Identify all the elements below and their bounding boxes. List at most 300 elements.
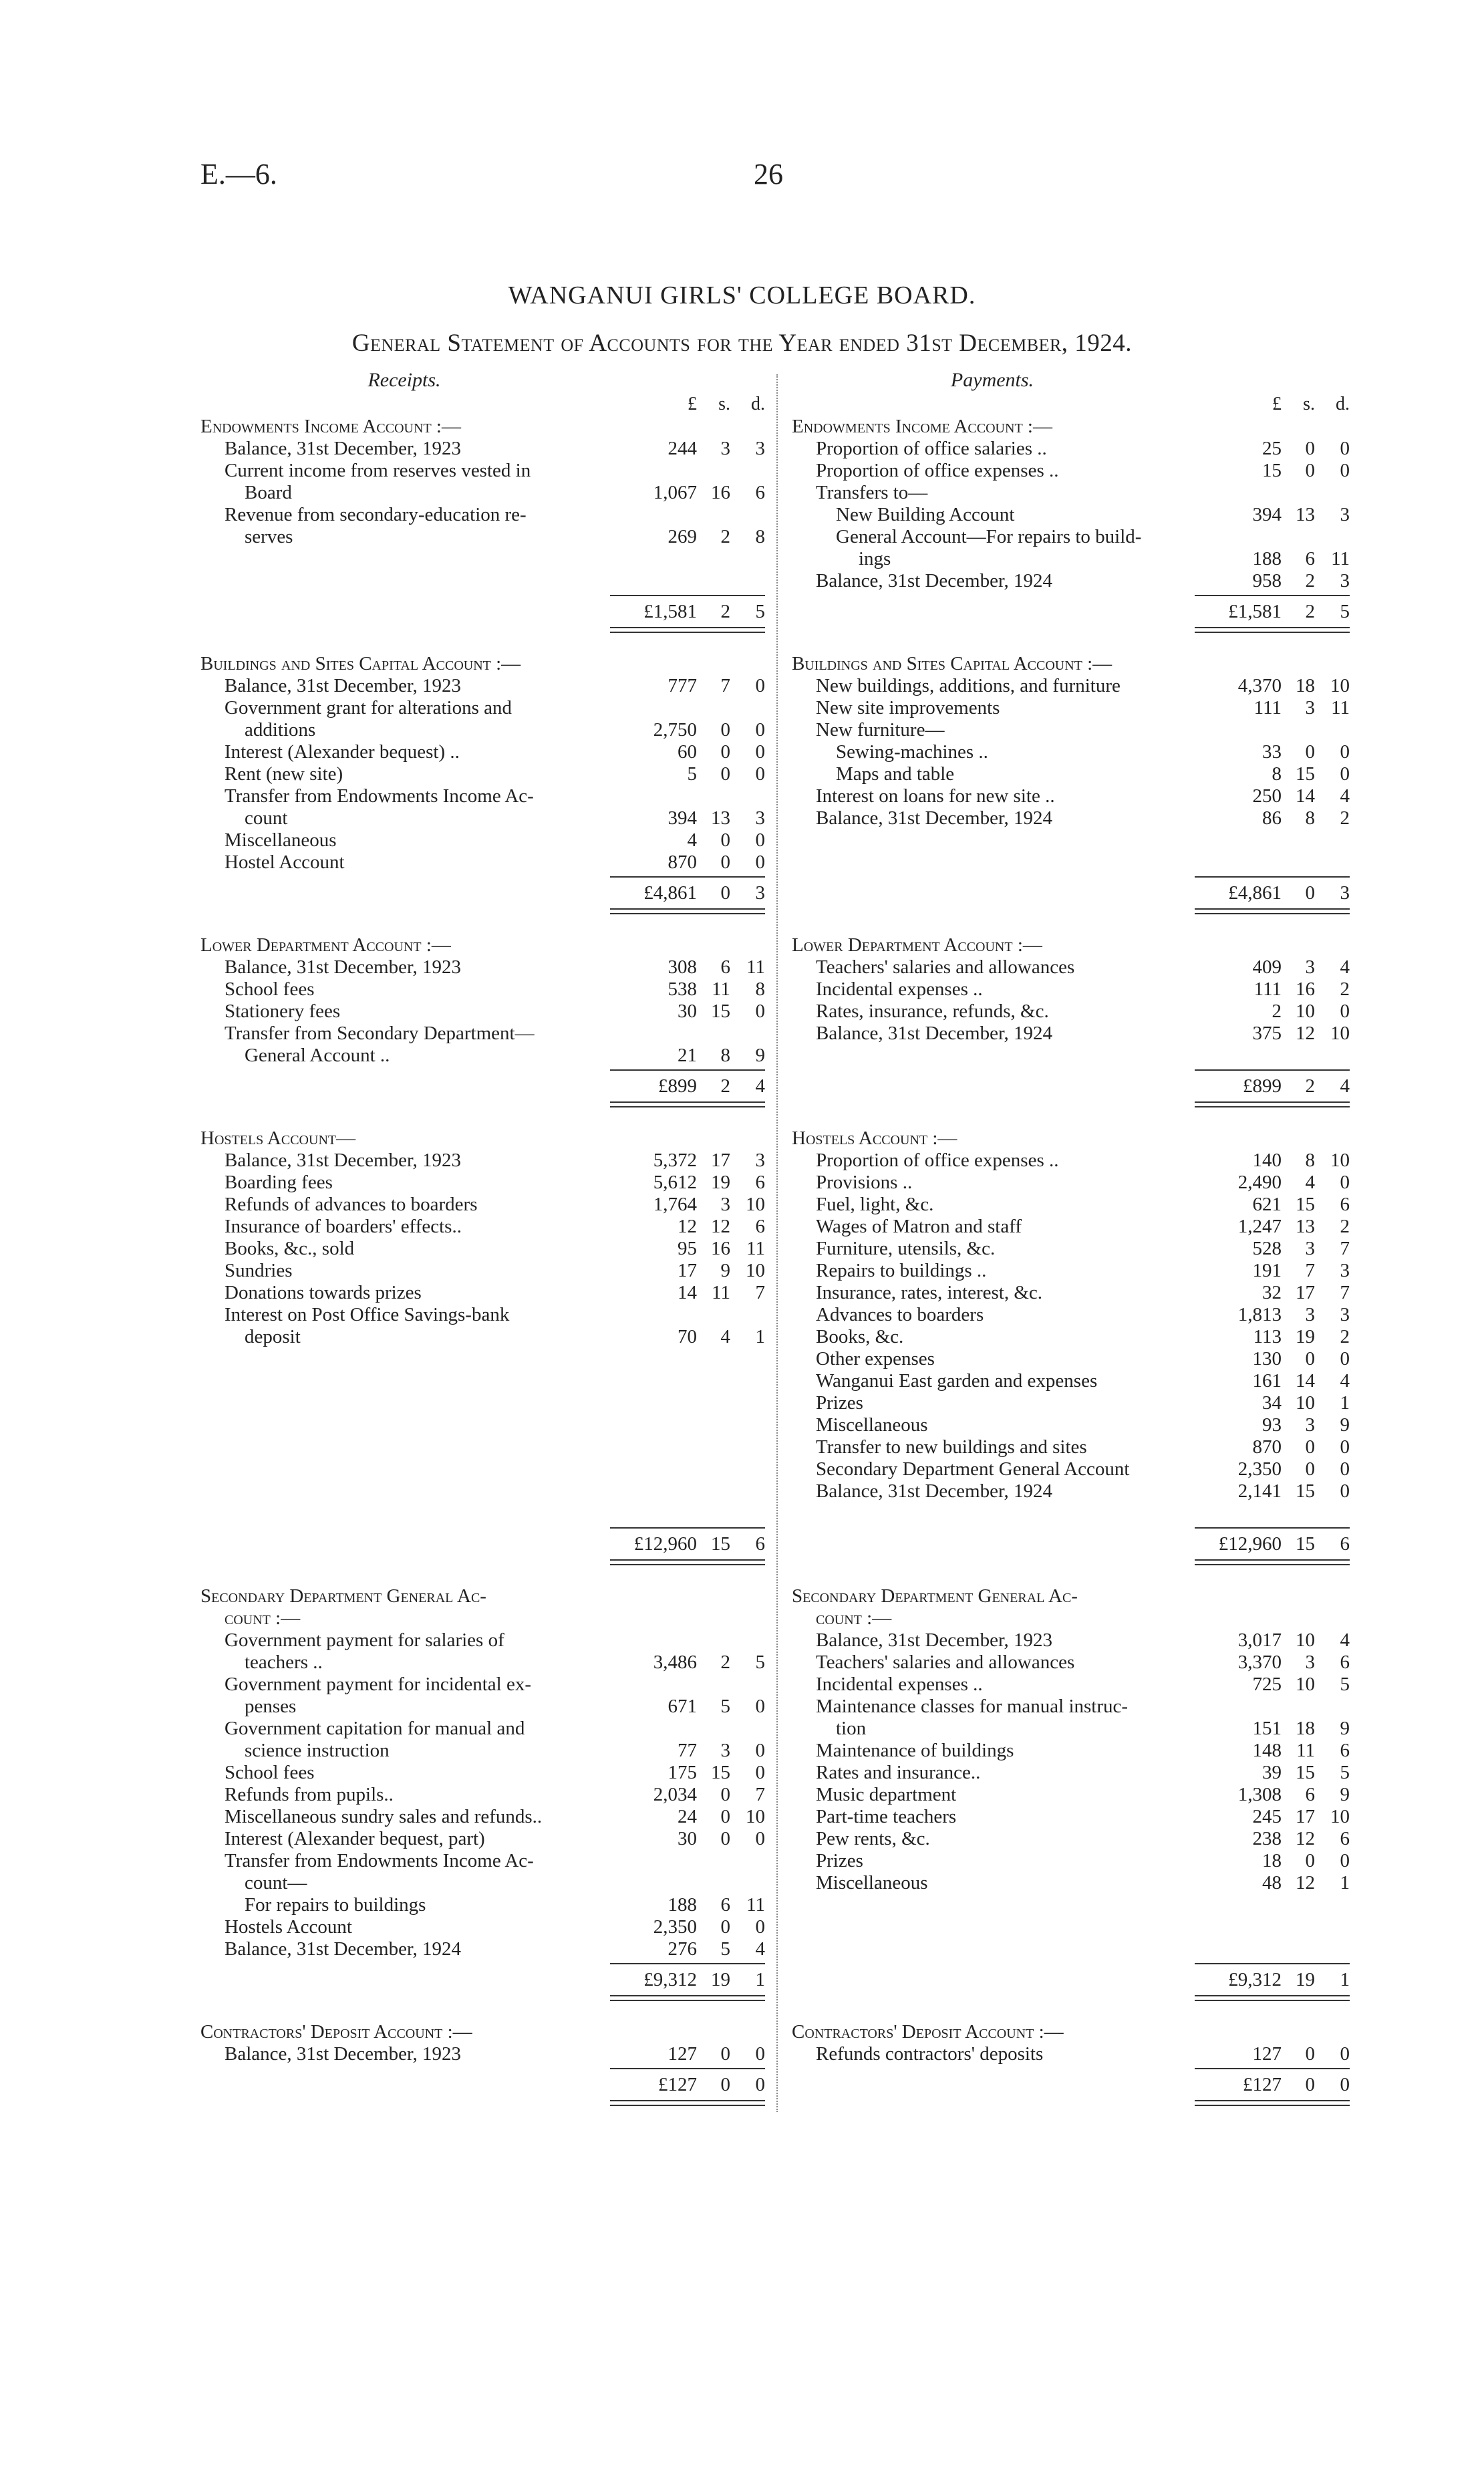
ledger-row [792,1480,1350,1502]
amount-pence: 3 [1340,1304,1350,1325]
amount-pounds: 621 [1252,1194,1282,1215]
amount-pounds: 188 [1252,548,1282,569]
amount-pence: 3 [1340,570,1350,592]
amount-pounds: 30 [678,1828,697,1849]
amount-pounds: 4,370 [1237,675,1282,696]
ledger-label: Government grant for alterations and [225,697,512,718]
account-title-row [200,934,765,956]
total-pounds: £9,312 [1228,1969,1282,1990]
ledger-label: Transfers to— [816,482,928,503]
amount-pounds: 5,372 [653,1150,697,1171]
ledger-row [200,460,765,482]
ledger-label: Repairs to buildings .. [816,1260,987,1281]
ledger-label: General Account .. [245,1045,390,1066]
amount-pounds: 70 [678,1326,697,1347]
ledger-label: Pew rents, &c. [816,1828,930,1849]
amount-pounds: 2 [1272,1001,1282,1022]
amount-shillings: 9 [720,1260,730,1281]
amount-pence: 0 [1340,763,1350,785]
payments-units [792,393,1350,416]
total-pounds: £127 [658,2074,697,2095]
account-title-row [200,1607,765,1629]
amount-pounds: 39 [1262,1762,1282,1783]
amount-shillings: 3 [1305,1238,1315,1259]
amount-pounds: 17 [678,1260,697,1281]
ledger-label: Current income from reserves vested in [225,460,531,481]
amount-shillings: 15 [711,1762,730,1783]
amount-pounds: 870 [667,852,697,873]
page-code: E.—6. [200,158,277,190]
amount-pounds: 1,764 [653,1194,697,1215]
amount-shillings: 7 [720,675,730,696]
amount-pounds: 48 [1262,1872,1282,1893]
amount-shillings: 4 [1305,1172,1315,1193]
amount-shillings: 3 [720,1740,730,1761]
ledger-label: Other expenses [816,1348,935,1369]
amount-pence: 5 [755,1652,765,1673]
amount-pence: 6 [1340,1828,1350,1849]
account-section [792,1128,1350,1565]
ledger-row [200,526,765,548]
amount-pounds: 725 [1252,1674,1282,1695]
ledger-row [792,1740,1350,1762]
amount-shillings: 10 [1296,1001,1315,1022]
ledger-row [200,1045,765,1067]
amount-pence: 0 [755,1001,765,1022]
account-total [610,595,765,627]
ledger-label: Balance, 31st December, 1924 [816,1023,1052,1044]
ledger-row [200,1806,765,1828]
amount-pounds: 12 [678,1216,697,1237]
ledger-label: Books, &c. [816,1326,904,1347]
amount-pounds: 24 [678,1806,697,1827]
ledger-row [792,1828,1350,1850]
account-title: Buildings and Sites Capital Account :— [792,653,1112,674]
ledger-label: Miscellaneous [225,829,337,851]
account-title: Hostels Account— [200,1128,356,1149]
amount-pounds: 77 [678,1740,697,1761]
amount-pence: 7 [755,1282,765,1303]
account-title-row [792,1607,1350,1629]
spacer [200,570,765,592]
spacer [200,1436,765,1458]
total-pence: 0 [755,2074,765,2095]
ledger-label: deposit [245,1326,301,1347]
amount-shillings: 3 [1305,1652,1315,1673]
amount-pounds: 671 [667,1696,697,1717]
ledger-label: count [245,807,288,829]
ledger-label: Refunds from pupils.. [225,1784,394,1805]
ledger-label: Balance, 31st December, 1923 [225,438,461,459]
amount-shillings: 15 [1296,763,1315,785]
ledger-label: Sundries [225,1260,293,1281]
account-title-row [200,653,765,675]
amount-pence: 11 [746,1238,765,1259]
ledger-row [792,1414,1350,1436]
account-title-row [792,1128,1350,1150]
ledger-label: Transfer to new buildings and sites [816,1436,1087,1458]
amount-pence: 5 [1340,1762,1350,1783]
ledger-label: tion [836,1718,867,1739]
amount-shillings: 17 [711,1150,730,1171]
amount-pence: 3 [755,1150,765,1171]
total-double-rule [610,1101,765,1107]
ledger-label: Government capitation for manual and [225,1718,525,1739]
column-divider [776,374,778,2112]
ledger-label: Advances to boarders [816,1304,984,1325]
amount-shillings: 10 [1296,1674,1315,1695]
account-title-row [792,1585,1350,1607]
ledger-row [200,1872,765,1894]
amount-pence: 0 [1340,438,1350,459]
account-total [1195,1069,1350,1101]
ledger-row [792,482,1350,504]
ledger-label: Secondary Department General Account [816,1458,1130,1480]
amount-pence: 5 [1340,1674,1350,1695]
amount-shillings: 5 [720,1938,730,1960]
amount-pence: 3 [1340,1260,1350,1281]
amount-pounds: 1,067 [653,482,697,503]
amount-shillings: 10 [1296,1629,1315,1651]
ledger-row [792,1850,1350,1872]
amount-pounds: 140 [1252,1150,1282,1171]
amount-pounds: 375 [1252,1023,1282,1044]
shilling-unit: s. [1303,394,1315,414]
spacer [200,1348,765,1370]
ledger-label: Rent (new site) [225,763,343,785]
amount-pounds: 60 [678,741,697,763]
amount-shillings: 19 [711,1172,730,1193]
amount-pence: 7 [1340,1238,1350,1259]
ledger-row [792,1784,1350,1806]
total-shillings: 2 [720,1075,730,1097]
ledger-row [792,675,1350,697]
total-pence: 0 [1340,2074,1350,2095]
amount-pounds: 538 [667,978,697,1000]
ledger-label: Interest (Alexander bequest) .. [225,741,460,763]
amount-pounds: 191 [1252,1260,1282,1281]
amount-shillings: 0 [1305,1436,1315,1458]
amount-shillings: 18 [1296,675,1315,696]
amount-pence: 9 [1340,1718,1350,1739]
amount-pence: 3 [1340,504,1350,525]
amount-shillings: 0 [720,719,730,741]
amount-pounds: 870 [1252,1436,1282,1458]
ledger-row [792,548,1350,570]
ledger-row [200,1652,765,1674]
ledger-label: School fees [225,1762,315,1783]
total-double-rule [1195,908,1350,914]
account-total [610,876,765,908]
ledger-label: Board [245,482,292,503]
ledger-row [200,1916,765,1938]
amount-pounds: 127 [667,2043,697,2065]
ledger-row [200,1260,765,1282]
amount-pence: 0 [1340,1001,1350,1022]
amount-pounds: 2,141 [1237,1480,1282,1502]
amount-pence: 0 [755,675,765,696]
total-pence: 3 [755,882,765,904]
ledger-label: Miscellaneous [816,1872,928,1893]
ledger-row [792,2043,1350,2065]
amount-pounds: 2,350 [653,1916,697,1938]
amount-shillings: 0 [1305,2043,1315,2065]
spacer [792,1916,1350,1938]
amount-pence: 6 [755,1172,765,1193]
amount-shillings: 8 [1305,807,1315,829]
amount-shillings: 4 [720,1326,730,1347]
ledger-label: additions [245,719,316,741]
amount-pence: 9 [755,1045,765,1066]
ledger-label: Balance, 31st December, 1924 [816,570,1052,592]
account-title: Lower Department Account :— [792,934,1042,956]
amount-pounds: 1,247 [1237,1216,1282,1237]
ledger-label: Balance, 31st December, 1923 [225,956,461,978]
amount-shillings: 0 [1305,438,1315,459]
ledger-label: Insurance, rates, interest, &c. [816,1282,1042,1303]
ledger-row [792,1260,1350,1282]
amount-pence: 0 [755,1916,765,1938]
ledger-row [200,852,765,874]
ledger-row [792,807,1350,829]
amount-shillings: 8 [720,1045,730,1066]
amount-shillings: 15 [1296,1762,1315,1783]
account-total [1195,2068,1350,2100]
total-shillings: 15 [1296,1533,1315,1555]
spacer [792,1045,1350,1067]
total-shillings: 15 [711,1533,730,1555]
amount-shillings: 16 [711,482,730,503]
amount-shillings: 0 [720,829,730,851]
ledger-row [200,438,765,460]
amount-pence: 0 [755,763,765,785]
account-section [792,1585,1350,2001]
ledger-row [792,1718,1350,1740]
ledger-label: New site improvements [816,697,1000,718]
amount-pence: 0 [755,719,765,741]
amount-pounds: 269 [667,526,697,547]
ledger-label: Wages of Matron and staff [816,1216,1022,1237]
amount-shillings: 0 [720,1916,730,1938]
amount-shillings: 15 [711,1001,730,1022]
amount-pounds: 95 [678,1238,697,1259]
ledger-label: Government payment for salaries of [225,1629,504,1651]
ledger-label: Transfer from Secondary Department— [225,1023,535,1044]
ledger-row [200,719,765,741]
ledger-label: Incidental expenses .. [816,978,983,1000]
amount-pence: 10 [746,1260,765,1281]
spacer [200,1370,765,1392]
amount-pounds: 250 [1252,785,1282,807]
total-pence: 5 [755,601,765,622]
ledger-row [200,675,765,697]
pence-unit: d. [1336,394,1350,414]
total-pounds: £12,960 [1218,1533,1282,1555]
amount-shillings: 3 [720,438,730,459]
ledger-row [792,1696,1350,1718]
spacer [200,1458,765,1480]
spacer [200,1392,765,1414]
ledger-row [200,1696,765,1718]
ledger-label: For repairs to buildings [245,1894,426,1916]
ledger-label: Rates and insurance.. [816,1762,981,1783]
ledger-row [792,1392,1350,1414]
amount-pounds: 14 [678,1282,697,1303]
account-title: Secondary Department General Ac- [200,1585,486,1607]
amount-pence: 1 [1340,1872,1350,1893]
account-total [610,1963,765,1995]
amount-pence: 10 [746,1194,765,1215]
ledger-row [200,807,765,829]
pound-unit: £ [688,394,697,414]
ledger-label: New furniture— [816,719,945,741]
ledger-row [792,1806,1350,1828]
ledger-row [200,1674,765,1696]
account-total [1195,1963,1350,1995]
amount-pounds: 113 [1253,1326,1282,1347]
amount-pence: 0 [1340,1172,1350,1193]
amount-shillings: 2 [1305,570,1315,592]
amount-pounds: 276 [667,1938,697,1960]
amount-pence: 6 [1340,1740,1350,1761]
total-shillings: 0 [720,2074,730,2095]
ledger-row [200,1894,765,1916]
amount-pence: 6 [1340,1652,1350,1673]
amount-pence: 7 [1340,1282,1350,1303]
account-title: Endowments Income Account :— [792,416,1052,437]
ledger-label: Maintenance of buildings [816,1740,1014,1761]
account-total [1195,876,1350,908]
ledger-label: Boarding fees [225,1172,333,1193]
total-pence: 1 [755,1969,765,1990]
total-pounds: £1,581 [1228,601,1282,622]
amount-pence: 7 [755,1784,765,1805]
board-title: WANGANUI GIRLS' COLLEGE BOARD. [508,281,976,309]
ledger-row [200,1740,765,1762]
ledger-row [200,978,765,1001]
amount-pence: 6 [1340,1194,1350,1215]
amount-pence: 11 [746,956,765,978]
amount-pence: 6 [755,482,765,503]
ledger-label: count— [245,1872,307,1893]
amount-shillings: 15 [1296,1194,1315,1215]
amount-shillings: 12 [711,1216,730,1237]
amount-pence: 10 [1330,1150,1350,1171]
ledger-row [200,1023,765,1045]
amount-pounds: 18 [1262,1850,1282,1871]
ledger-label: serves [245,526,293,547]
ledger-label: Balance, 31st December, 1924 [225,1938,461,1960]
ledger-row [200,1238,765,1260]
ledger-row [792,1001,1350,1023]
ledger-label: Prizes [816,1392,863,1414]
amount-pounds: 8 [1272,763,1282,785]
total-shillings: 19 [1296,1969,1315,1990]
ledger-row [200,956,765,978]
amount-shillings: 0 [720,741,730,763]
amount-pence: 4 [1340,956,1350,978]
amount-shillings: 2 [720,1652,730,1673]
total-pounds: £899 [1243,1075,1282,1097]
account-total [1195,1527,1350,1559]
amount-pounds: 148 [1252,1740,1282,1761]
total-pence: 6 [755,1533,765,1555]
amount-pence: 10 [1330,1023,1350,1044]
amount-pounds: 3,486 [653,1652,697,1673]
account-section [792,653,1350,914]
amount-shillings: 14 [1296,785,1315,807]
ledger-row [200,1150,765,1172]
ledger-row [200,1762,765,1784]
amount-shillings: 7 [1305,1260,1315,1281]
account-section [792,2021,1350,2106]
spacer [792,1502,1350,1525]
ledger-row [200,504,765,526]
spacer [792,829,1350,852]
ledger-row [792,1458,1350,1480]
total-shillings: 2 [720,601,730,622]
account-section [200,1128,765,1565]
amount-pence: 11 [1331,697,1350,718]
ledger-row [792,978,1350,1001]
ledger-label: New Building Account [836,504,1015,525]
ledger-label: Music department [816,1784,957,1805]
amount-pence: 6 [755,1216,765,1237]
ledger-label: Donations towards prizes [225,1282,422,1303]
spacer [792,1938,1350,1960]
amount-shillings: 0 [1305,741,1315,763]
amount-pounds: 111 [1253,978,1282,1000]
receipts-units [200,393,765,416]
ledger-row [200,482,765,504]
ledger-row [200,1629,765,1652]
ledger-label: Interest on Post Office Savings-bank [225,1304,510,1325]
ledger-row [792,1652,1350,1674]
amount-pence: 11 [746,1894,765,1916]
page-number: 26 [754,158,783,190]
amount-pence: 3 [755,807,765,829]
ledger-label: penses [245,1696,297,1717]
amount-shillings: 0 [720,1806,730,1827]
amount-pounds: 161 [1252,1370,1282,1392]
amount-pence: 10 [1330,675,1350,696]
amount-shillings: 13 [1296,1216,1315,1237]
ledger-label: General Account—For repairs to build- [836,526,1142,547]
ledger-row [792,526,1350,548]
ledger-label: Part-time teachers [816,1806,957,1827]
ledger-row [792,785,1350,807]
total-pence: 4 [755,1075,765,1097]
spacer [200,1414,765,1436]
amount-pence: 10 [746,1806,765,1827]
account-title-row [200,2021,765,2043]
amount-shillings: 11 [1296,1740,1315,1761]
spacer [792,852,1350,874]
pence-unit: d. [751,394,765,414]
ledger-row [200,1718,765,1740]
ledger-row [200,1194,765,1216]
amount-pounds: 394 [1252,504,1282,525]
ledger-label: ings [859,548,891,569]
ledger-row [200,2043,765,2065]
amount-pounds: 21 [678,1045,697,1066]
amount-shillings: 11 [712,1282,730,1303]
total-shillings: 0 [1305,882,1315,904]
ledger-label: Maps and table [836,763,955,785]
amount-shillings: 2 [720,526,730,547]
amount-pounds: 5,612 [653,1172,697,1193]
amount-pounds: 86 [1262,807,1282,829]
